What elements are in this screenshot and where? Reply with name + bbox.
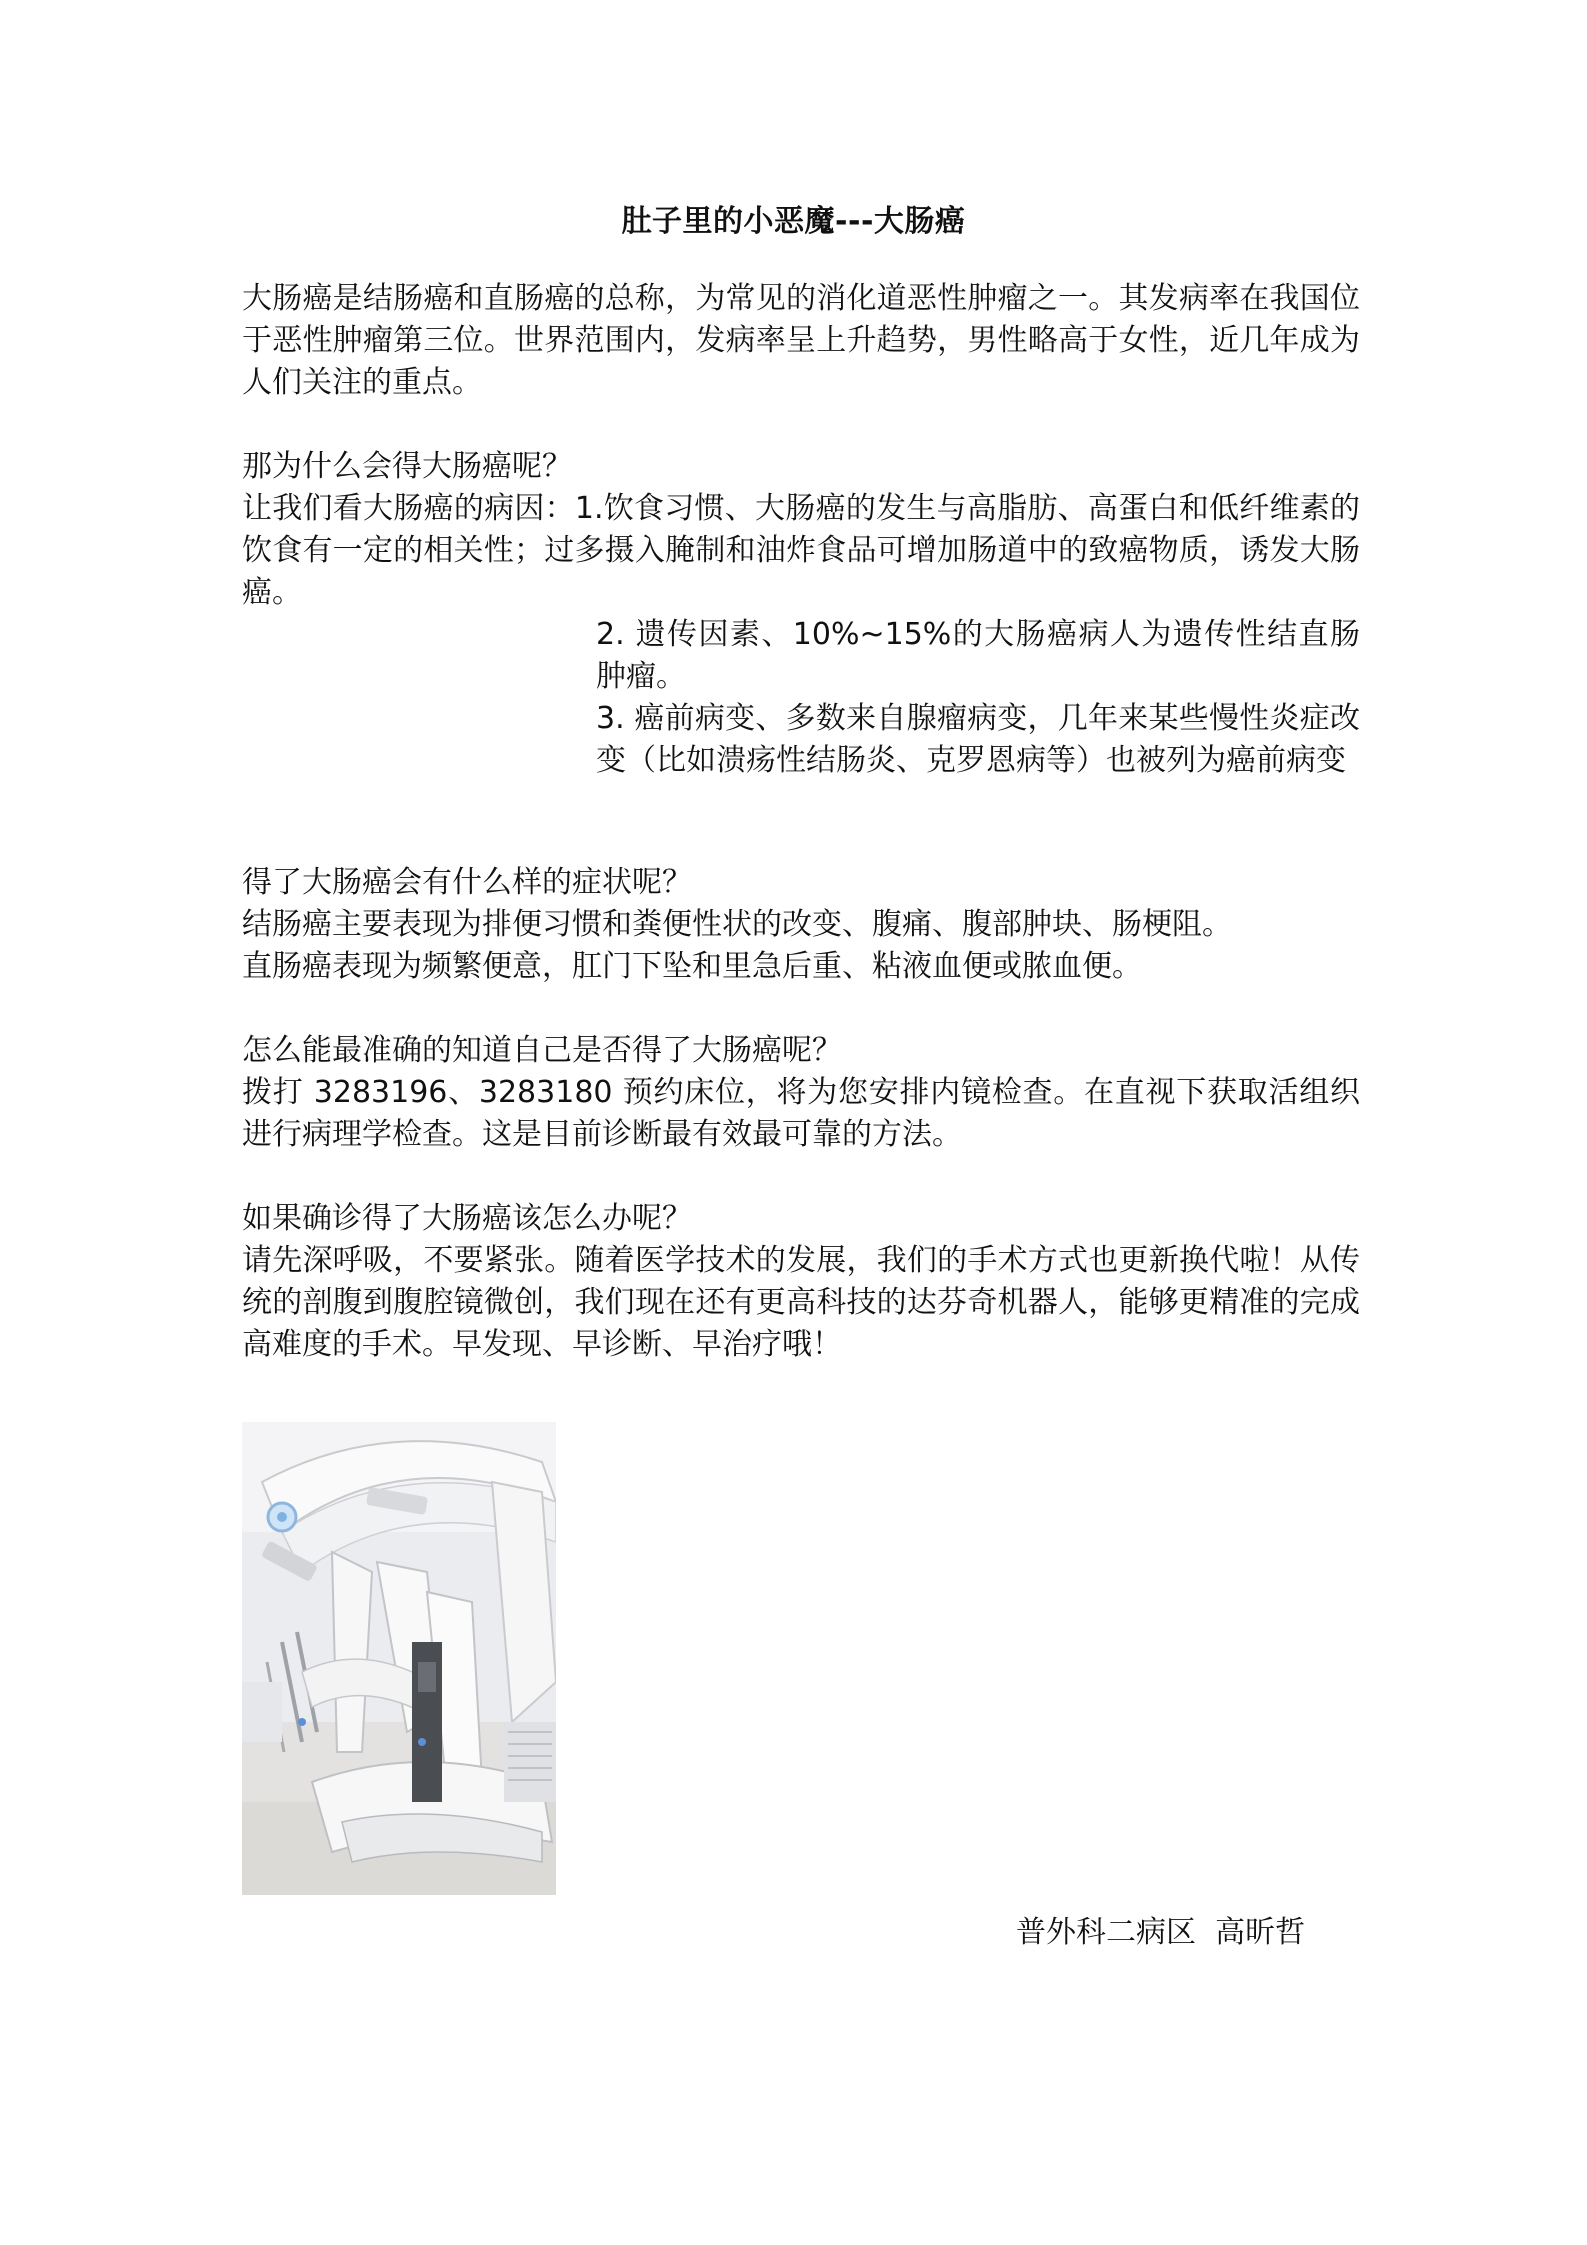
treatment-answer: 请先深呼吸，不要紧张。随着医学技术的发展，我们的手术方式也更新换代啦！从传统的剖腹到腹腔镜微创，我们现在还有更高科技的达芬奇机器人，能够更精准的完成高难度的手术。早发现、早诊断、早治疗哦！ bbox=[242, 1243, 1360, 1362]
intro-paragraph bbox=[242, 278, 1360, 404]
symptoms-section bbox=[242, 862, 1360, 988]
diagnosis-answer: 拨打 3283196、3283180 预约床位，将为您安排内镜检查。在直视下获取活组织进行病理学检查。这是目前诊断最有效最可靠的方法。 bbox=[242, 1075, 1360, 1152]
page-title: 肚子里的小恶魔---大肠癌 bbox=[621, 204, 966, 239]
treatment-question: 如果确诊得了大肠癌该怎么办呢？ bbox=[242, 1201, 692, 1236]
diagnosis-section bbox=[242, 1030, 1360, 1156]
cause-item-2: 2. 遗传因素、10%~15%的大肠癌病人为遗传性结直肠肿瘤。 bbox=[596, 617, 1360, 694]
diagnosis-question: 怎么能最准确的知道自己是否得了大肠癌呢？ bbox=[242, 1033, 842, 1068]
cause-sublist bbox=[596, 614, 1360, 782]
intro-text: 大肠癌是结肠癌和直肠癌的总称，为常见的消化道恶性肿瘤之一。其发病率在我国位于恶性肿瘤第三位。世界范围内，发病率呈上升趋势，男性略高于女性，近几年成为人们关注的重点。 bbox=[242, 281, 1360, 400]
cause-section bbox=[242, 446, 1360, 614]
treatment-section bbox=[242, 1198, 1360, 1366]
surgical-robot-photo bbox=[242, 1422, 556, 1895]
symptoms-question: 得了大肠癌会有什么样的症状呢？ bbox=[242, 865, 692, 900]
symptoms-line-1: 结肠癌主要表现为排便习惯和粪便性状的改变、腹痛、腹部肿块、肠梗阻。 bbox=[242, 907, 1232, 942]
cause-question: 那为什么会得大肠癌呢？ bbox=[242, 449, 572, 484]
cause-item-1: 让我们看大肠癌的病因：1.饮食习惯、大肠癌的发生与高脂肪、高蛋白和低纤维素的饮食有一定的相关性；过多摄入腌制和油炸食品可增加肠道中的致癌物质，诱发大肠癌。 bbox=[242, 491, 1360, 610]
cause-item-3: 3. 癌前病变、多数来自腺瘤病变，几年来某些慢性炎症改变（比如溃疡性结肠炎、克罗恩病等）也被列为癌前病变 bbox=[596, 701, 1360, 778]
symptoms-line-2: 直肠癌表现为频繁便意，肛门下坠和里急后重、粘液血便或脓血便。 bbox=[242, 949, 1142, 984]
author-signature: 普外科二病区 高昕哲 bbox=[1016, 1915, 1306, 1950]
